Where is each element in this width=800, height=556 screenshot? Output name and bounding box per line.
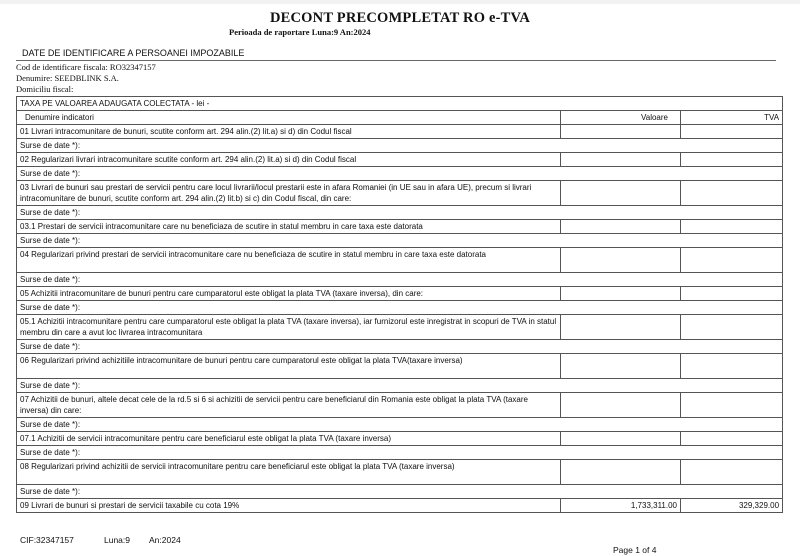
valoare-cell [561, 287, 681, 301]
data-source-label: Surse de date *): [17, 234, 783, 248]
tva-cell [681, 220, 783, 234]
indicator-label: 08 Regularizari privind achizitii de servicii intracomunitare pentru care beneficiarul este obligat la plata TVA (taxare inversa) [17, 460, 561, 485]
tva-cell [681, 181, 783, 206]
table-section-title: TAXA PE VALOAREA ADAUGATA COLECTATA - lei - [17, 97, 783, 111]
fiscal-address: Domiciliu fiscal: [16, 84, 74, 94]
source-row [17, 446, 783, 460]
indicator-label: 07 Achizitii de bunuri, altele decat cele de la rd.5 si 6 si achizitii de servicii pentru care beneficiarul din Romania este obligat la plata TVA (taxare inversa) din care: [17, 393, 561, 418]
indicator-label: 01 Livrari intracomunitare de bunuri, scutite conform art. 294 alin.(2) lit.a) si d) din Codul fiscal [17, 125, 561, 139]
indicator-label: 05 Achizitii intracomunitare de bunuri pentru care cumparatorul este obligat la plata TVA (taxare inversa), din care: [17, 287, 561, 301]
tva-cell [681, 153, 783, 167]
indicator-label: 04 Regularizari privind prestari de servicii intracomunitare care nu beneficiaza de scutire in statul membru in care taxa este datorata [17, 248, 561, 273]
column-header-valoare: Valoare [561, 111, 681, 125]
table-row [17, 287, 783, 301]
tva-cell [681, 315, 783, 340]
viewer-top-bar [0, 0, 800, 4]
valoare-cell: 1,733,311.00 [561, 499, 681, 513]
valoare-cell [561, 125, 681, 139]
table-row [17, 432, 783, 446]
tva-cell: 329,329.00 [681, 499, 783, 513]
data-source-label: Surse de date *): [17, 418, 783, 432]
company-name: Denumire: SEEDBLINK S.A. [16, 73, 119, 83]
table-row [17, 181, 783, 206]
column-header-tva: TVA [681, 111, 783, 125]
data-source-label: Surse de date *): [17, 167, 783, 181]
data-source-label: Surse de date *): [17, 485, 783, 499]
footer-month: Luna:9 [104, 535, 130, 545]
indicator-label: 05.1 Achizitii intracomunitare pentru care cumparatorul este obligat la plata TVA (taxare inversa), iar furnizorul este inregistrat in scopuri de TVA in statul membru din care a avut loc livrarea intracomunitara [17, 315, 561, 340]
indicator-label: 09 Livrari de bunuri si prestari de servicii taxabile cu cota 19% [17, 499, 561, 513]
tva-cell [681, 125, 783, 139]
tva-cell [681, 460, 783, 485]
source-row [17, 167, 783, 181]
data-source-label: Surse de date *): [17, 301, 783, 315]
table-row [17, 460, 783, 485]
valoare-cell [561, 393, 681, 418]
table-row [17, 153, 783, 167]
data-source-label: Surse de date *): [17, 446, 783, 460]
tva-cell [681, 287, 783, 301]
indicator-label: 03.1 Prestari de servicii intracomunitare care nu beneficiaza de scutire in statul membru in care taxa este datorata [17, 220, 561, 234]
source-row [17, 139, 783, 153]
table-column-header-row [17, 111, 783, 125]
document-title: DECONT PRECOMPLETAT RO e-TVA [269, 10, 531, 26]
source-row [17, 301, 783, 315]
column-header-indicator: Denumire indicatori [17, 111, 561, 125]
data-source-label: Surse de date *): [17, 139, 783, 153]
vat-collected-table [16, 96, 783, 513]
valoare-cell [561, 220, 681, 234]
footer-cif: CIF:32347157 [20, 535, 74, 545]
valoare-cell [561, 354, 681, 379]
source-row [17, 340, 783, 354]
table-row [17, 220, 783, 234]
valoare-cell [561, 432, 681, 446]
valoare-cell [561, 153, 681, 167]
table-row [17, 354, 783, 379]
data-source-label: Surse de date *): [17, 206, 783, 220]
source-row [17, 206, 783, 220]
valoare-cell [561, 181, 681, 206]
table-section-header-row [17, 97, 783, 111]
data-source-label: Surse de date *): [17, 379, 783, 393]
table-row [17, 248, 783, 273]
table-row [17, 499, 783, 513]
tva-cell [681, 248, 783, 273]
valoare-cell [561, 460, 681, 485]
table-row [17, 125, 783, 139]
table-row [17, 393, 783, 418]
page-indicator: Page 1 of 4 [613, 545, 657, 555]
source-row [17, 485, 783, 499]
source-row [17, 418, 783, 432]
tva-cell [681, 432, 783, 446]
identification-section-title: DATE DE IDENTIFICARE A PERSOANEI IMPOZABILE [22, 48, 245, 58]
source-row [17, 234, 783, 248]
identification-divider [16, 60, 776, 61]
reporting-period: Perioada de raportare Luna:9 An:2024 [229, 27, 371, 37]
valoare-cell [561, 248, 681, 273]
data-source-label: Surse de date *): [17, 273, 783, 287]
indicator-label: 02 Regularizari livrari intracomunitare scutite conform art. 294 alin.(2) lit.a) si d) din Codul fiscal [17, 153, 561, 167]
source-row [17, 273, 783, 287]
source-row [17, 379, 783, 393]
valoare-cell [561, 315, 681, 340]
indicator-label: 07.1 Achizitii de servicii intracomunitare pentru care beneficiarul este obligat la plata TVA (taxare inversa) [17, 432, 561, 446]
tva-cell [681, 393, 783, 418]
data-source-label: Surse de date *): [17, 340, 783, 354]
indicator-label: 03 Livrari de bunuri sau prestari de servicii pentru care locul livrarii/locul prestarii este in afara Romaniei (in UE sau in afara UE), precum si livrari intracomunitare de bunuri, scutite conform art. 294 alin.(2) lit.b) si c) din Codul fiscal, din care: [17, 181, 561, 206]
footer-year: An:2024 [149, 535, 181, 545]
tva-cell [681, 354, 783, 379]
fiscal-code: Cod de identificare fiscala: RO32347157 [16, 62, 156, 72]
table-row [17, 315, 783, 340]
indicator-label: 06 Regularizari privind achizitiile intracomunitare de bunuri pentru care cumparatorul este obligat la plata TVA(taxare inversa) [17, 354, 561, 379]
